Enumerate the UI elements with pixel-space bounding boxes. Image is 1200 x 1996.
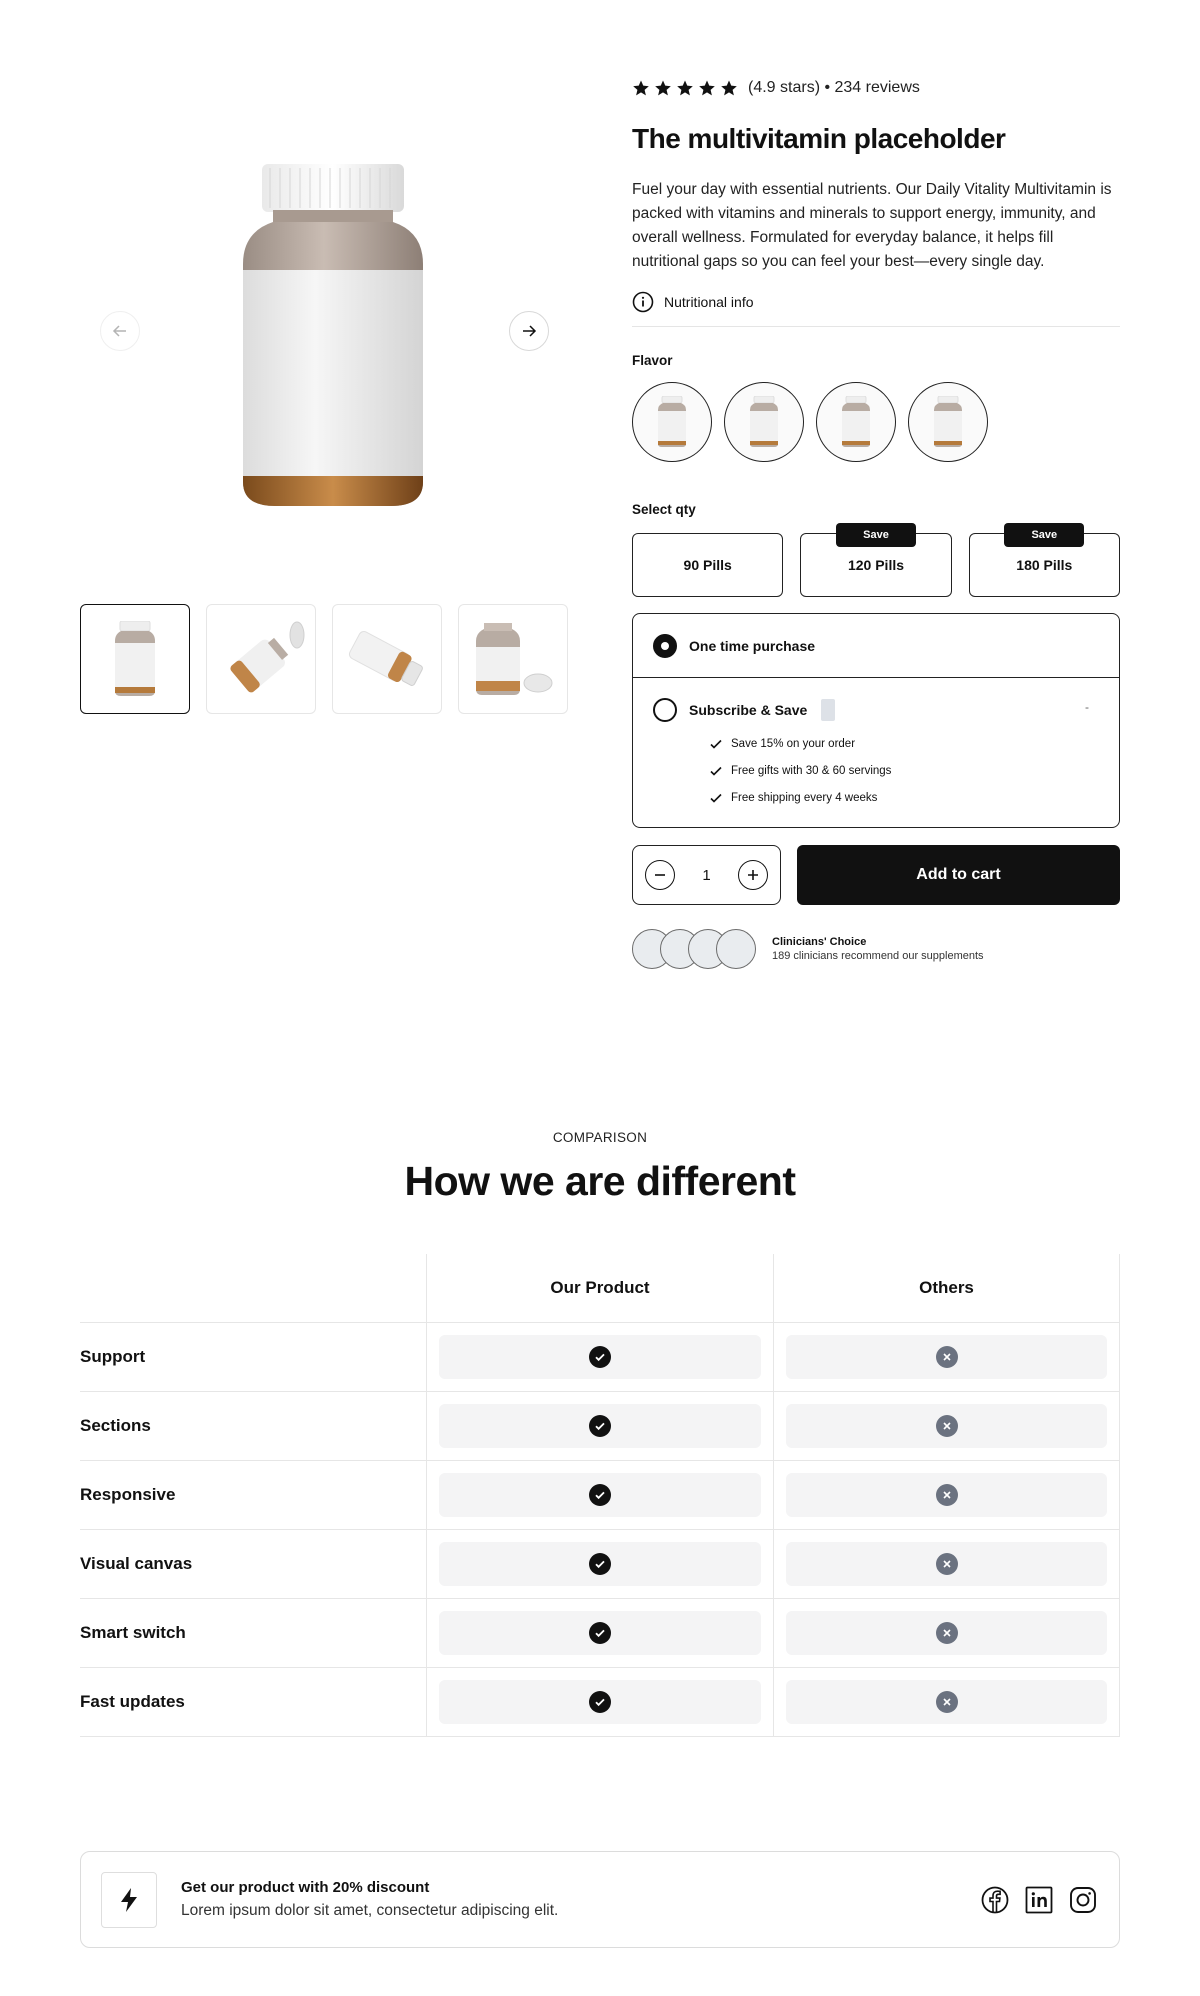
benefit-item: [709, 784, 1099, 811]
column-header-our-product: Our Product: [426, 1254, 773, 1322]
flavor-option[interactable]: [724, 382, 804, 462]
flavor-option[interactable]: [632, 382, 712, 462]
feature-name: Smart switch: [80, 1623, 186, 1642]
qty-label: Select qty: [632, 502, 696, 517]
flavor-options: [632, 382, 1120, 462]
info-icon: [632, 291, 654, 313]
column-header-others: Others: [773, 1254, 1120, 1322]
bottle-image: [657, 396, 687, 448]
social-links: [981, 1886, 1097, 1914]
flavor-option[interactable]: [908, 382, 988, 462]
promo-subtitle: Lorem ipsum dolor sit amet, consectetur adipiscing elit.: [181, 1902, 559, 1919]
promo-banner: [80, 1851, 1120, 1948]
star-icon: [632, 79, 650, 97]
check-icon: [709, 791, 723, 805]
star-icon: [720, 79, 738, 97]
table-row: [80, 1668, 1120, 1737]
subscribe-price: -: [1085, 700, 1089, 714]
arrow-left-icon: [112, 323, 128, 339]
feature-name: Sections: [80, 1416, 151, 1435]
one-time-label: One time purchase: [689, 637, 816, 654]
subscribe-radio[interactable]: [653, 698, 677, 722]
cart-row: [632, 845, 1120, 905]
check-circle-icon: [589, 1415, 611, 1437]
x-circle-icon: [936, 1415, 958, 1437]
decrease-button[interactable]: [645, 860, 675, 890]
star-icon: [676, 79, 694, 97]
qty-option-120[interactable]: [800, 529, 951, 597]
qty-option-label: 120 Pills: [847, 557, 905, 573]
table-row: [80, 1461, 1120, 1530]
save-badge: Save: [836, 523, 916, 547]
check-circle-icon: [589, 1622, 611, 1644]
check-icon: [709, 737, 723, 751]
qty-option-label: 90 Pills: [683, 557, 732, 573]
subscribe-option[interactable]: [633, 678, 1119, 827]
gallery-thumbnails: [80, 604, 570, 714]
feature-name: Responsive: [80, 1485, 176, 1504]
comparison-title: How we are different: [404, 1158, 796, 1204]
check-circle-icon: [589, 1691, 611, 1713]
increase-button[interactable]: [738, 860, 768, 890]
instagram-link[interactable]: [1069, 1886, 1097, 1914]
star-icon: [698, 79, 716, 97]
clinicians-choice: [632, 929, 1120, 969]
linkedin-link[interactable]: [1025, 1886, 1053, 1914]
bolt-icon-box: [101, 1872, 157, 1928]
x-circle-icon: [936, 1346, 958, 1368]
thumbnail-4[interactable]: [458, 604, 568, 714]
product-image: [235, 164, 435, 509]
check-circle-icon: [589, 1346, 611, 1368]
product-gallery: [80, 76, 570, 582]
nutritional-info-link[interactable]: [632, 290, 1120, 314]
table-row: [80, 1392, 1120, 1461]
feature-name: Support: [80, 1347, 146, 1366]
subscribe-benefits: [653, 730, 1099, 811]
check-circle-icon: [589, 1484, 611, 1506]
quantity-value[interactable]: 1: [702, 866, 711, 884]
x-circle-icon: [936, 1553, 958, 1575]
table-row: [80, 1599, 1120, 1668]
comparison-table: [80, 1254, 1120, 1737]
x-circle-icon: [936, 1484, 958, 1506]
discount-chip: [821, 699, 835, 721]
bottle-front-image: [113, 621, 157, 697]
flavor-label: Flavor: [632, 353, 673, 368]
qty-option-label: 180 Pills: [1016, 557, 1073, 573]
rating-text: (4.9 stars) • 234 reviews: [748, 79, 920, 96]
benefit-text: Free gifts with 30 & 60 servings: [731, 764, 892, 777]
nutritional-info-label: Nutritional info: [664, 294, 754, 310]
bottle-image: [841, 396, 871, 448]
bottle-lying-image: [339, 619, 435, 699]
subscribe-label: Subscribe & Save: [689, 702, 808, 718]
x-circle-icon: [936, 1622, 958, 1644]
avatar: [716, 929, 756, 969]
check-circle-icon: [589, 1553, 611, 1575]
benefit-text: Free shipping every 4 weeks: [731, 791, 878, 804]
one-time-purchase-option[interactable]: [633, 614, 1119, 678]
clinicians-subtitle: 189 clinicians recommend our supplements: [772, 950, 984, 962]
bolt-icon: [118, 1887, 140, 1913]
add-to-cart-button[interactable]: Add to cart: [797, 845, 1120, 905]
bottle-image: [749, 396, 779, 448]
bottle-open-tilted-image: [213, 619, 309, 699]
clinician-avatars: [632, 929, 744, 969]
minus-icon: [653, 868, 667, 882]
thumbnail-2[interactable]: [206, 604, 316, 714]
thumbnail-3[interactable]: [332, 604, 442, 714]
quantity-stepper: [632, 845, 781, 905]
table-row: [80, 1530, 1120, 1599]
product-description: Fuel your day with essential nutrients. Our Daily Vitality Multivitamin is packed with vitamins and minerals to support energy, immunity, and overall wellness. Formulated for everyday balance, it helps fill nutritional gaps so you can feel your best—every single day.: [632, 181, 1112, 270]
one-time-radio[interactable]: [653, 634, 677, 658]
product-info: [632, 76, 1120, 969]
linkedin-icon: [1025, 1886, 1053, 1914]
product-title: The multivitamin placeholder: [632, 123, 1006, 154]
facebook-link[interactable]: [981, 1886, 1009, 1914]
clinicians-title: Clinicians' Choice: [772, 936, 867, 948]
table-header: [80, 1254, 1120, 1323]
table-row: [80, 1323, 1120, 1392]
purchase-options: [632, 613, 1120, 828]
x-circle-icon: [936, 1691, 958, 1713]
facebook-icon: [981, 1886, 1009, 1914]
bottle-open-with-cap-image: [470, 619, 556, 699]
divider: [632, 326, 1120, 327]
instagram-icon: [1069, 1886, 1097, 1914]
benefit-text: Save 15% on your order: [731, 737, 856, 750]
star-icon: [654, 79, 672, 97]
benefit-item: [709, 757, 1099, 784]
gallery-next-button[interactable]: [509, 311, 549, 351]
feature-name: Visual canvas: [80, 1554, 193, 1573]
gallery-prev-button[interactable]: [100, 311, 140, 351]
qty-option-180[interactable]: [969, 529, 1120, 597]
thumbnail-1[interactable]: [80, 604, 190, 714]
comparison-eyebrow: COMPARISON: [552, 1130, 648, 1145]
flavor-option[interactable]: [816, 382, 896, 462]
promo-title: Get our product with 20% discount: [181, 1879, 430, 1896]
qty-option-90[interactable]: [632, 533, 783, 597]
check-icon: [709, 764, 723, 778]
plus-icon: [746, 868, 760, 882]
feature-name: Fast updates: [80, 1692, 185, 1711]
rating: [632, 76, 1120, 100]
benefit-item: [709, 730, 1099, 757]
save-badge: Save: [1004, 523, 1084, 547]
qty-options: [632, 529, 1120, 597]
arrow-right-icon: [521, 323, 537, 339]
bottle-image: [933, 396, 963, 448]
